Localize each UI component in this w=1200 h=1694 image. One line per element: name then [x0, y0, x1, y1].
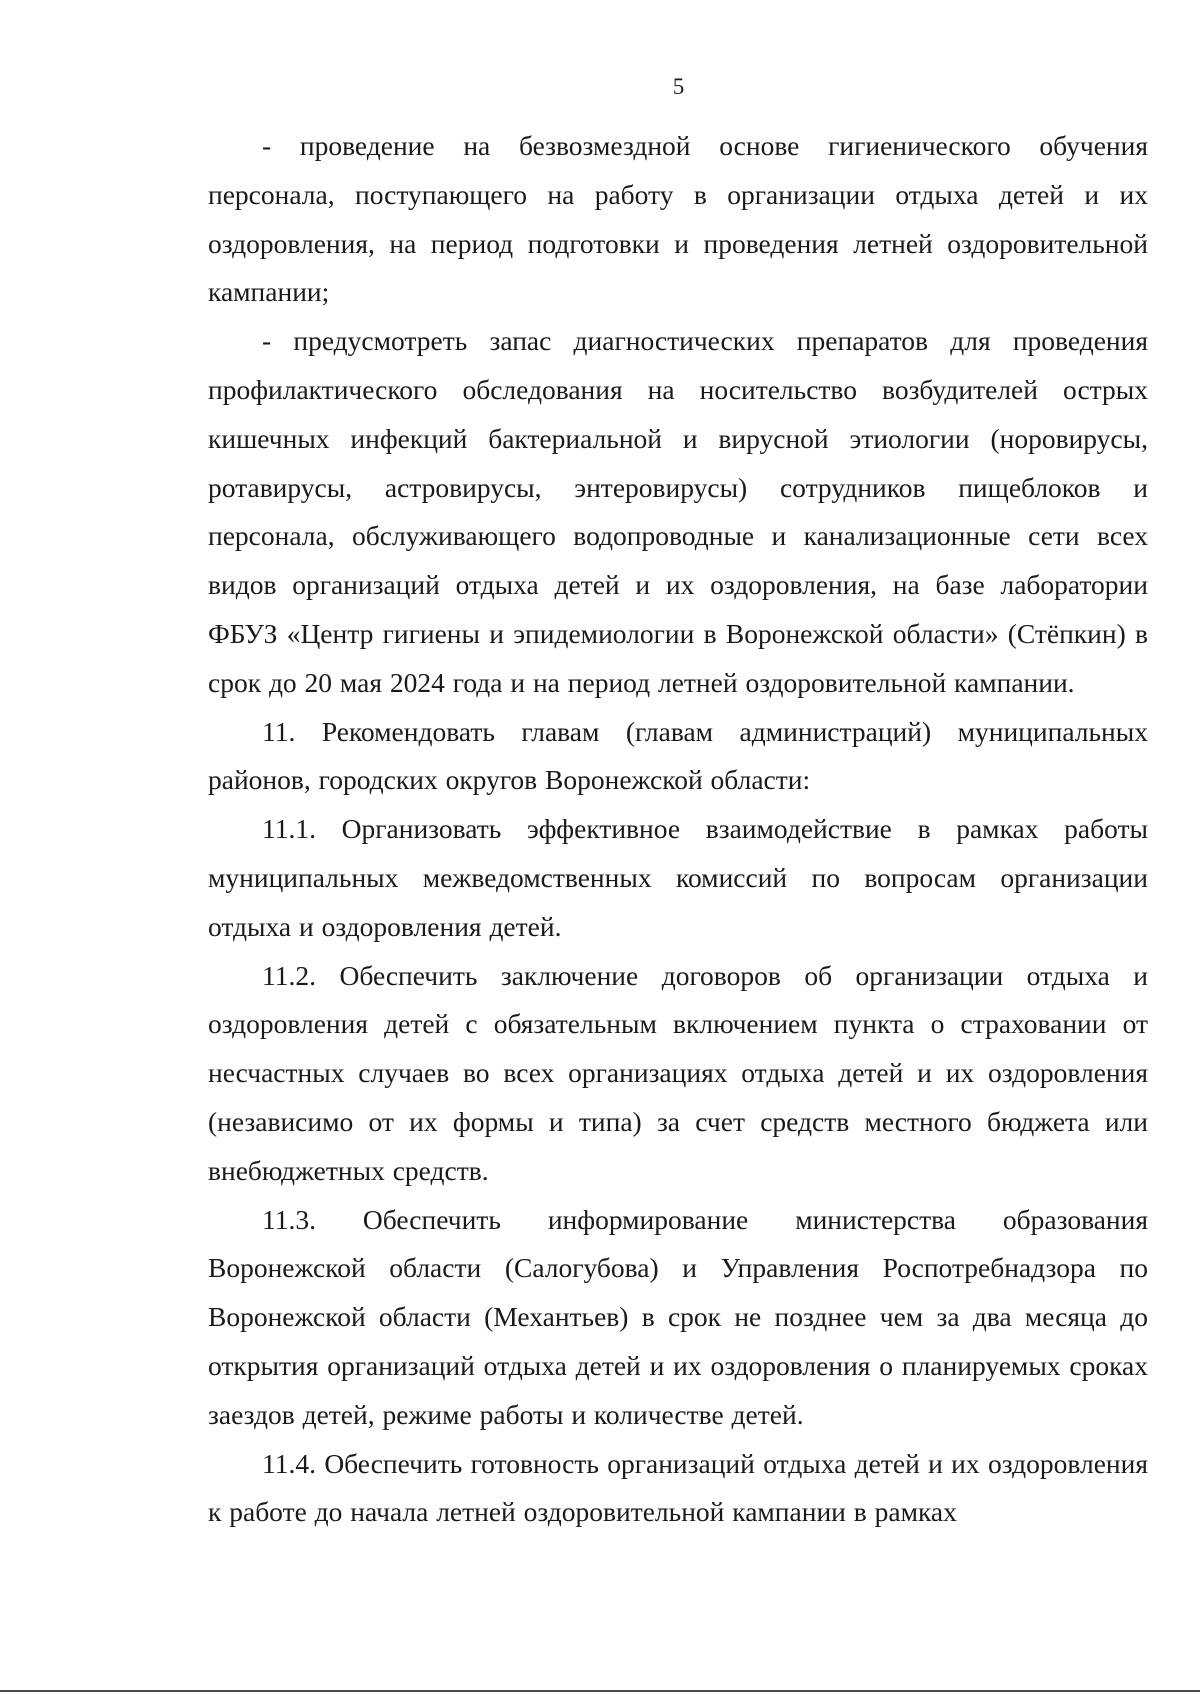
document-body [208, 122, 1148, 1537]
paragraph-hygiene-training: - проведение на безвозмездной основе гигиенического обучения персонала, поступающего на работу в организации отдыха детей и их оздоровления, на период подготовки и проведения летней оздоровительной кампании; [208, 130, 1148, 308]
page-bottom-edge-line [0, 1690, 1200, 1692]
paragraph-item-11: 11. Рекомендовать главам (главам администраций) муниципальных районов, городских округов Воронежской области: [208, 715, 1148, 796]
paragraph-item-11-4: 11.4. Обеспечить готовность организаций отдыха детей и их оздоровления к работе до начала летней оздоровительной кампании в рамках [208, 1447, 1148, 1528]
paragraph-item-11-2: 11.2. Обеспечить заключение договоров об организации отдыха и оздоровления детей с обязательным включением пункта о страховании от несчастных случаев во всех организациях отдыха детей и их оздоровления (независимо от их формы и типа) за счет средств местного бюджета или внебюджетных средств. [208, 959, 1148, 1186]
paragraph-item-11-1: 11.1. Организовать эффективное взаимодействие в рамках работы муниципальных межведомственных комиссий по вопросам организации отдыха и оздоровления детей. [208, 813, 1148, 942]
page-number: 5 [672, 74, 685, 99]
paragraph-diagnostic-reserve: - предусмотреть запас диагностических препаратов для проведения профилактического обследования на носительство возбудителей острых кишечных инфекций бактериальной и вирусной этиологии (норовирусы, ротавирусы, астровирусы, энтеровирусы) сотрудников пищеблоков и персонала, обслуживающего водопроводные и канализационные сети всех видов организаций отдыха детей и их оздоровления, на базе лаборатории ФБУЗ «Центр гигиены и эпидемиологии в Воронежской области» (Стёпкин) в срок до 20 мая 2024 года и на период летней оздоровительной кампании. [208, 325, 1148, 698]
paragraph-item-11-3: 11.3. Обеспечить информирование министерства образования Воронежской области (Салогубова) и Управления Роспотребнадзора по Воронежской области (Механтьев) в срок не позднее чем за два месяца до открытия организаций отдыха детей и их оздоровления о планируемых сроках заездов детей, режиме работы и количестве детей. [208, 1203, 1148, 1430]
